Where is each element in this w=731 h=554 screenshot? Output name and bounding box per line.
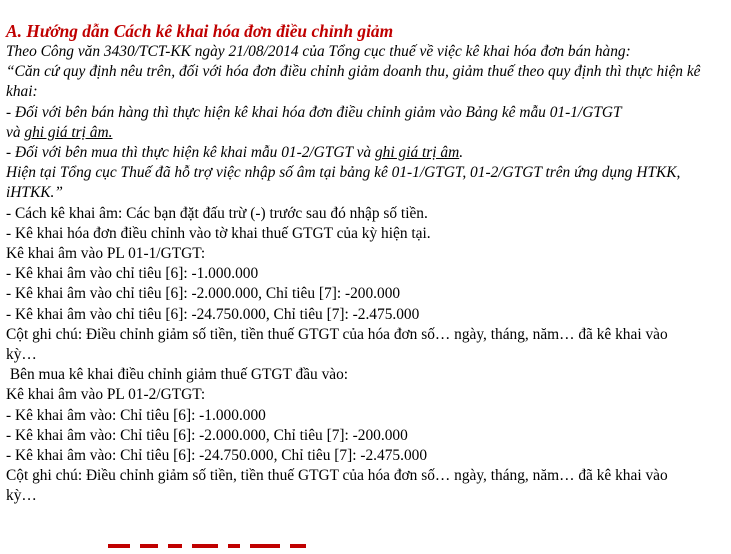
quote-negative-value-2: ghi giá trị âm [374, 144, 460, 162]
seller-item-3: - Kê khai âm vào chỉ tiêu [6]: -24.750.000, Chỉ tiêu [7]: -2.475.000 [6, 305, 420, 323]
buyer-item-2: - Kê khai âm vào: Chỉ tiêu [6]: -2.000.000, Chỉ tiêu [7]: -200.000 [6, 426, 408, 444]
seller-item-1: - Kê khai âm vào chỉ tiêu [6]: -1.000.000 [6, 265, 259, 283]
buyer-heading: Bên mua kê khai điều chỉnh giảm thuế GTGT đầu vào: [6, 366, 349, 384]
official-letter-quote [6, 42, 726, 204]
buyer-note: Cột ghi chú: Điều chỉnh giảm số tiền, tiền thuế GTGT của hóa đơn số… ngày, tháng, năm… đã kê khai vào kỳ… [6, 467, 668, 505]
buyer-item-3: - Kê khai âm vào: Chỉ tiêu [6]: -24.750.000, Chỉ tiêu [7]: -2.475.000 [6, 447, 428, 465]
quote-line-seller-cont [6, 123, 726, 143]
quote-line-seller: - Đối với bên bán hàng thì thực hiện kê khai hóa đơn điều chỉnh giảm vào Bảng kê mẫu 01-1/GTGT [6, 103, 622, 121]
quote-and: và [6, 123, 25, 141]
quote-line-support: Hiện tại Tổng cục Thuế đã hỗ trợ việc nhập số âm tại bảng kê 01-1/GTGT, 01-2/GTGT trên ứng dụng HTKK, iHTKK.” [6, 164, 681, 202]
seller-form-title: Kê khai âm vào PL 01-1/GTGT: [6, 245, 206, 263]
instruction-current-period: - Kê khai hóa đơn điều chỉnh vào tờ khai thuế GTGT của kỳ hiện tại. [6, 224, 431, 242]
quote-negative-value-1: ghi giá trị âm. [24, 123, 113, 141]
buyer-item-1: - Kê khai âm vào: Chỉ tiêu [6]: -1.000.000 [6, 406, 266, 424]
quote-line-basis: “Căn cứ quy định nêu trên, đối với hóa đơn điều chỉnh giảm doanh thu, giảm thuế theo quy định thì thực hiện kê khai: [6, 63, 701, 101]
document [6, 20, 726, 507]
quote-line-buyer [6, 143, 726, 163]
instruction-negative-entry: - Cách kê khai âm: Các bạn đặt đấu trừ (-) trước sau đó nhập số tiền. [6, 204, 428, 222]
seller-item-2: - Kê khai âm vào chỉ tiêu [6]: -2.000.000, Chỉ tiêu [7]: -200.000 [6, 285, 401, 303]
buyer-form-title: Kê khai âm vào PL 01-2/GTGT: [6, 386, 206, 404]
quote-buyer-end: . [459, 144, 464, 162]
section-heading: A. Hướng dẫn Cách kê khai hóa đơn điều chỉnh giảm [6, 21, 394, 41]
seller-note: Cột ghi chú: Điều chỉnh giảm số tiền, tiền thuế GTGT của hóa đơn số… ngày, tháng, năm… đã kê khai vào kỳ… [6, 325, 668, 364]
instructions [6, 204, 726, 507]
quote-buyer-text: - Đối với bên mua thì thực hiện kê khai mẫu 01-2/GTGT và [6, 144, 375, 162]
next-heading-cutoff [108, 544, 328, 554]
quote-intro: Theo Công văn 3430/TCT-KK ngày 21/08/2014 của Tổng cục thuế về việc kê khai hóa đơn bán hàng: [6, 43, 631, 60]
